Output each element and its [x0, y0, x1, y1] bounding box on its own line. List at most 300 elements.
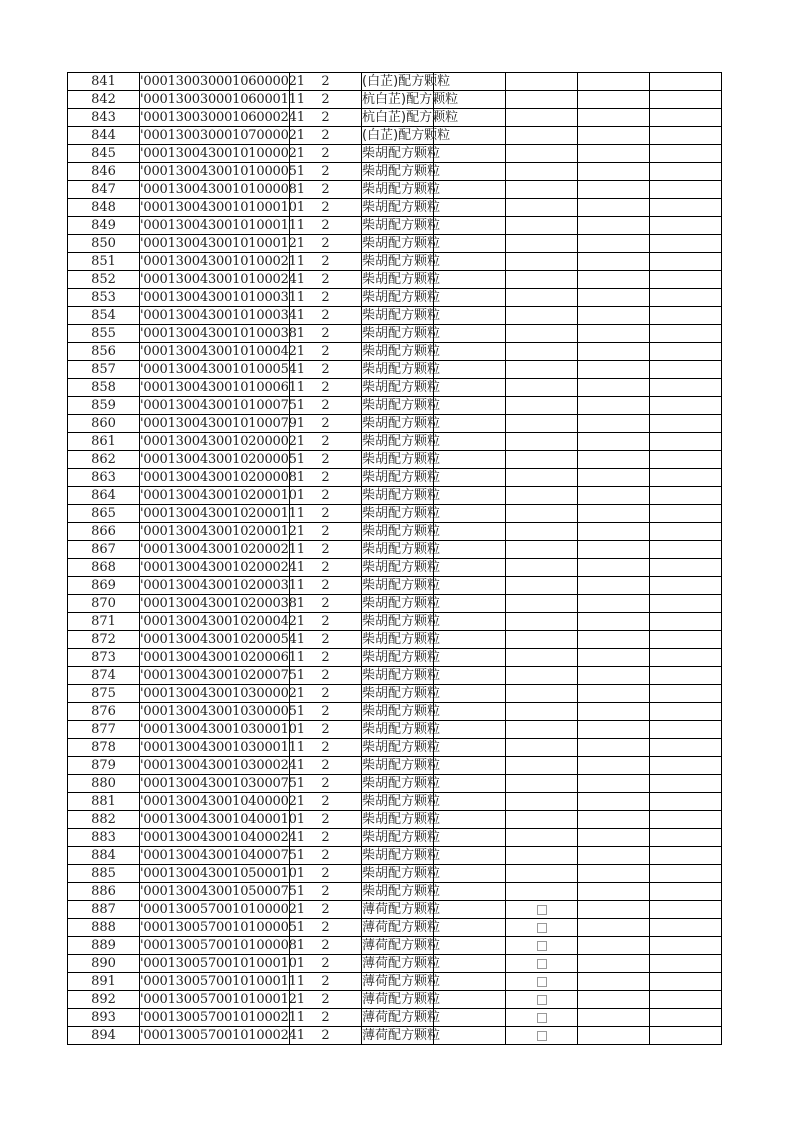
- checkbox-cell[interactable]: [506, 541, 578, 559]
- empty-cell[interactable]: [578, 397, 650, 415]
- row-number-cell[interactable]: [68, 181, 140, 199]
- row-number-cell[interactable]: [68, 289, 140, 307]
- name-cell[interactable]: [362, 793, 441, 811]
- empty-cell[interactable]: [434, 829, 506, 847]
- row-number-cell[interactable]: [68, 73, 140, 91]
- empty-cell[interactable]: [650, 361, 722, 379]
- name-cell[interactable]: [362, 1009, 441, 1027]
- empty-cell[interactable]: [578, 757, 650, 775]
- empty-cell[interactable]: [650, 811, 722, 829]
- row-number-cell[interactable]: [68, 217, 140, 235]
- empty-cell[interactable]: [578, 379, 650, 397]
- code-cell[interactable]: [140, 757, 305, 775]
- empty-cell[interactable]: [650, 73, 722, 91]
- checkbox-cell[interactable]: [506, 721, 578, 739]
- code-cell[interactable]: [140, 649, 305, 667]
- empty-cell[interactable]: [434, 721, 506, 739]
- empty-cell[interactable]: [650, 865, 722, 883]
- empty-cell[interactable]: [434, 307, 506, 325]
- row-number-cell[interactable]: [68, 847, 140, 865]
- checkbox-cell[interactable]: [506, 181, 578, 199]
- empty-cell[interactable]: [650, 523, 722, 541]
- empty-cell[interactable]: [650, 685, 722, 703]
- empty-cell[interactable]: [650, 325, 722, 343]
- name-cell[interactable]: [362, 757, 441, 775]
- row-number-cell[interactable]: [68, 955, 140, 973]
- code-cell[interactable]: [140, 109, 305, 127]
- empty-cell[interactable]: [650, 829, 722, 847]
- row-number-cell[interactable]: [68, 325, 140, 343]
- row-number-cell[interactable]: [68, 379, 140, 397]
- row-number-cell[interactable]: [68, 163, 140, 181]
- name-cell[interactable]: [362, 523, 441, 541]
- empty-cell[interactable]: [578, 793, 650, 811]
- empty-cell[interactable]: [650, 109, 722, 127]
- checkbox-cell[interactable]: [506, 595, 578, 613]
- empty-cell[interactable]: [578, 685, 650, 703]
- name-cell[interactable]: [362, 127, 451, 145]
- name-cell[interactable]: [362, 253, 441, 271]
- empty-cell[interactable]: [434, 361, 506, 379]
- empty-cell[interactable]: [650, 433, 722, 451]
- empty-cell[interactable]: [650, 721, 722, 739]
- empty-cell[interactable]: [434, 163, 506, 181]
- empty-cell[interactable]: [650, 847, 722, 865]
- name-cell[interactable]: [362, 559, 441, 577]
- empty-cell[interactable]: [434, 775, 506, 793]
- code-cell[interactable]: [140, 721, 305, 739]
- row-number-cell[interactable]: [68, 145, 140, 163]
- empty-cell[interactable]: [578, 145, 650, 163]
- checkbox-cell[interactable]: [506, 307, 578, 325]
- empty-cell[interactable]: [434, 667, 506, 685]
- code-cell[interactable]: [140, 1009, 305, 1027]
- name-cell[interactable]: [362, 289, 441, 307]
- empty-cell[interactable]: [578, 595, 650, 613]
- empty-cell[interactable]: [434, 1027, 506, 1045]
- checkbox-cell[interactable]: [506, 811, 578, 829]
- row-number-cell[interactable]: [68, 631, 140, 649]
- empty-cell[interactable]: [650, 217, 722, 235]
- empty-cell[interactable]: [578, 577, 650, 595]
- empty-cell[interactable]: [650, 991, 722, 1009]
- code-cell[interactable]: [140, 901, 305, 919]
- checkbox-cell[interactable]: [506, 559, 578, 577]
- row-number-cell[interactable]: [68, 883, 140, 901]
- code-cell[interactable]: [140, 541, 305, 559]
- empty-cell[interactable]: [578, 667, 650, 685]
- empty-cell[interactable]: [434, 379, 506, 397]
- row-number-cell[interactable]: [68, 793, 140, 811]
- empty-cell[interactable]: [434, 865, 506, 883]
- code-cell[interactable]: [140, 397, 305, 415]
- checkbox-cell[interactable]: [506, 397, 578, 415]
- code-cell[interactable]: [140, 919, 305, 937]
- empty-cell[interactable]: [650, 415, 722, 433]
- code-cell[interactable]: [140, 577, 305, 595]
- code-cell[interactable]: [140, 145, 305, 163]
- name-cell[interactable]: [362, 919, 441, 937]
- empty-cell[interactable]: [578, 181, 650, 199]
- empty-cell[interactable]: [578, 73, 650, 91]
- empty-cell[interactable]: [434, 919, 506, 937]
- row-number-cell[interactable]: [68, 811, 140, 829]
- checkbox-cell[interactable]: [506, 487, 578, 505]
- empty-cell[interactable]: [578, 1027, 650, 1045]
- checkbox-cell[interactable]: [506, 145, 578, 163]
- checkbox-icon[interactable]: [537, 995, 547, 1005]
- code-cell[interactable]: [140, 505, 305, 523]
- checkbox-icon[interactable]: [537, 941, 547, 951]
- empty-cell[interactable]: [650, 181, 722, 199]
- empty-cell[interactable]: [650, 343, 722, 361]
- row-number-cell[interactable]: [68, 433, 140, 451]
- empty-cell[interactable]: [578, 343, 650, 361]
- empty-cell[interactable]: [578, 505, 650, 523]
- checkbox-cell[interactable]: [506, 1009, 578, 1027]
- name-cell[interactable]: [362, 775, 441, 793]
- empty-cell[interactable]: [650, 487, 722, 505]
- checkbox-cell[interactable]: [506, 379, 578, 397]
- empty-cell[interactable]: [578, 847, 650, 865]
- checkbox-icon[interactable]: [537, 923, 547, 933]
- empty-cell[interactable]: [578, 199, 650, 217]
- name-cell[interactable]: [362, 991, 441, 1009]
- empty-cell[interactable]: [578, 523, 650, 541]
- checkbox-cell[interactable]: [506, 883, 578, 901]
- empty-cell[interactable]: [650, 1027, 722, 1045]
- empty-cell[interactable]: [434, 289, 506, 307]
- empty-cell[interactable]: [578, 541, 650, 559]
- row-number-cell[interactable]: [68, 919, 140, 937]
- row-number-cell[interactable]: [68, 199, 140, 217]
- empty-cell[interactable]: [578, 631, 650, 649]
- code-cell[interactable]: [140, 289, 305, 307]
- empty-cell[interactable]: [650, 883, 722, 901]
- name-cell[interactable]: [362, 217, 441, 235]
- checkbox-cell[interactable]: [506, 217, 578, 235]
- code-cell[interactable]: [140, 451, 305, 469]
- empty-cell[interactable]: [650, 451, 722, 469]
- checkbox-cell[interactable]: [506, 433, 578, 451]
- empty-cell[interactable]: [650, 667, 722, 685]
- checkbox-cell[interactable]: [506, 289, 578, 307]
- name-cell[interactable]: [362, 901, 441, 919]
- name-cell[interactable]: [362, 955, 441, 973]
- empty-cell[interactable]: [434, 955, 506, 973]
- checkbox-cell[interactable]: [506, 775, 578, 793]
- checkbox-cell[interactable]: [506, 613, 578, 631]
- row-number-cell[interactable]: [68, 1009, 140, 1027]
- row-number-cell[interactable]: [68, 271, 140, 289]
- empty-cell[interactable]: [434, 145, 506, 163]
- empty-cell[interactable]: [650, 793, 722, 811]
- empty-cell[interactable]: [578, 307, 650, 325]
- name-cell[interactable]: [362, 181, 441, 199]
- empty-cell[interactable]: [578, 451, 650, 469]
- checkbox-icon[interactable]: [537, 959, 547, 969]
- checkbox-cell[interactable]: [506, 109, 578, 127]
- checkbox-cell[interactable]: [506, 469, 578, 487]
- name-cell[interactable]: [362, 307, 441, 325]
- row-number-cell[interactable]: [68, 487, 140, 505]
- checkbox-cell[interactable]: [506, 271, 578, 289]
- empty-cell[interactable]: [434, 577, 506, 595]
- empty-cell[interactable]: [650, 775, 722, 793]
- name-cell[interactable]: [362, 397, 441, 415]
- empty-cell[interactable]: [578, 865, 650, 883]
- checkbox-cell[interactable]: [506, 901, 578, 919]
- code-cell[interactable]: [140, 181, 305, 199]
- name-cell[interactable]: [362, 415, 441, 433]
- empty-cell[interactable]: [434, 901, 506, 919]
- empty-cell[interactable]: [650, 541, 722, 559]
- name-cell[interactable]: [362, 649, 441, 667]
- name-cell[interactable]: [362, 379, 441, 397]
- code-cell[interactable]: [140, 523, 305, 541]
- row-number-cell[interactable]: [68, 109, 140, 127]
- empty-cell[interactable]: [650, 613, 722, 631]
- code-cell[interactable]: [140, 847, 305, 865]
- code-cell[interactable]: [140, 865, 305, 883]
- code-cell[interactable]: [140, 91, 305, 109]
- empty-cell[interactable]: [434, 235, 506, 253]
- row-number-cell[interactable]: [68, 397, 140, 415]
- code-cell[interactable]: [140, 217, 305, 235]
- row-number-cell[interactable]: [68, 775, 140, 793]
- checkbox-cell[interactable]: [506, 523, 578, 541]
- empty-cell[interactable]: [578, 487, 650, 505]
- code-cell[interactable]: [140, 775, 305, 793]
- code-cell[interactable]: [140, 487, 305, 505]
- row-number-cell[interactable]: [68, 235, 140, 253]
- empty-cell[interactable]: [650, 973, 722, 991]
- empty-cell[interactable]: [578, 433, 650, 451]
- row-number-cell[interactable]: [68, 685, 140, 703]
- row-number-cell[interactable]: [68, 577, 140, 595]
- empty-cell[interactable]: [650, 397, 722, 415]
- empty-cell[interactable]: [578, 235, 650, 253]
- empty-cell[interactable]: [578, 739, 650, 757]
- name-cell[interactable]: [362, 145, 441, 163]
- empty-cell[interactable]: [650, 469, 722, 487]
- name-cell[interactable]: [362, 667, 441, 685]
- name-cell[interactable]: [362, 91, 459, 109]
- checkbox-cell[interactable]: [506, 451, 578, 469]
- empty-cell[interactable]: [650, 145, 722, 163]
- checkbox-cell[interactable]: [506, 703, 578, 721]
- checkbox-cell[interactable]: [506, 757, 578, 775]
- name-cell[interactable]: [362, 631, 441, 649]
- empty-cell[interactable]: [578, 361, 650, 379]
- empty-cell[interactable]: [434, 559, 506, 577]
- row-number-cell[interactable]: [68, 757, 140, 775]
- empty-cell[interactable]: [578, 1009, 650, 1027]
- empty-cell[interactable]: [434, 991, 506, 1009]
- checkbox-icon[interactable]: [537, 905, 547, 915]
- empty-cell[interactable]: [650, 127, 722, 145]
- checkbox-cell[interactable]: [506, 91, 578, 109]
- empty-cell[interactable]: [650, 919, 722, 937]
- checkbox-cell[interactable]: [506, 739, 578, 757]
- name-cell[interactable]: [362, 811, 441, 829]
- empty-cell[interactable]: [650, 559, 722, 577]
- empty-cell[interactable]: [650, 271, 722, 289]
- empty-cell[interactable]: [434, 739, 506, 757]
- empty-cell[interactable]: [434, 523, 506, 541]
- checkbox-cell[interactable]: [506, 343, 578, 361]
- empty-cell[interactable]: [434, 883, 506, 901]
- checkbox-cell[interactable]: [506, 847, 578, 865]
- code-cell[interactable]: [140, 325, 305, 343]
- row-number-cell[interactable]: [68, 361, 140, 379]
- row-number-cell[interactable]: [68, 307, 140, 325]
- checkbox-cell[interactable]: [506, 577, 578, 595]
- empty-cell[interactable]: [434, 451, 506, 469]
- checkbox-cell[interactable]: [506, 235, 578, 253]
- empty-cell[interactable]: [434, 505, 506, 523]
- empty-cell[interactable]: [578, 703, 650, 721]
- code-cell[interactable]: [140, 739, 305, 757]
- row-number-cell[interactable]: [68, 127, 140, 145]
- row-number-cell[interactable]: [68, 253, 140, 271]
- name-cell[interactable]: [362, 739, 441, 757]
- row-number-cell[interactable]: [68, 937, 140, 955]
- row-number-cell[interactable]: [68, 343, 140, 361]
- empty-cell[interactable]: [434, 325, 506, 343]
- empty-cell[interactable]: [434, 397, 506, 415]
- code-cell[interactable]: [140, 703, 305, 721]
- code-cell[interactable]: [140, 613, 305, 631]
- code-cell[interactable]: [140, 271, 305, 289]
- code-cell[interactable]: [140, 415, 305, 433]
- empty-cell[interactable]: [578, 937, 650, 955]
- empty-cell[interactable]: [578, 649, 650, 667]
- checkbox-cell[interactable]: [506, 991, 578, 1009]
- name-cell[interactable]: [362, 109, 459, 127]
- empty-cell[interactable]: [434, 847, 506, 865]
- checkbox-cell[interactable]: [506, 865, 578, 883]
- empty-cell[interactable]: [434, 613, 506, 631]
- empty-cell[interactable]: [434, 487, 506, 505]
- code-cell[interactable]: [140, 811, 305, 829]
- empty-cell[interactable]: [650, 703, 722, 721]
- checkbox-cell[interactable]: [506, 325, 578, 343]
- code-cell[interactable]: [140, 127, 305, 145]
- row-number-cell[interactable]: [68, 973, 140, 991]
- empty-cell[interactable]: [578, 973, 650, 991]
- row-number-cell[interactable]: [68, 505, 140, 523]
- empty-cell[interactable]: [578, 91, 650, 109]
- empty-cell[interactable]: [434, 973, 506, 991]
- empty-cell[interactable]: [434, 937, 506, 955]
- empty-cell[interactable]: [434, 343, 506, 361]
- code-cell[interactable]: [140, 343, 305, 361]
- row-number-cell[interactable]: [68, 415, 140, 433]
- empty-cell[interactable]: [578, 163, 650, 181]
- name-cell[interactable]: [362, 541, 441, 559]
- checkbox-cell[interactable]: [506, 685, 578, 703]
- empty-cell[interactable]: [434, 757, 506, 775]
- empty-cell[interactable]: [578, 109, 650, 127]
- empty-cell[interactable]: [434, 415, 506, 433]
- name-cell[interactable]: [362, 847, 441, 865]
- empty-cell[interactable]: [434, 271, 506, 289]
- row-number-cell[interactable]: [68, 667, 140, 685]
- empty-cell[interactable]: [434, 253, 506, 271]
- row-number-cell[interactable]: [68, 523, 140, 541]
- code-cell[interactable]: [140, 595, 305, 613]
- code-cell[interactable]: [140, 685, 305, 703]
- row-number-cell[interactable]: [68, 541, 140, 559]
- name-cell[interactable]: [362, 325, 441, 343]
- empty-cell[interactable]: [578, 469, 650, 487]
- checkbox-cell[interactable]: [506, 253, 578, 271]
- code-cell[interactable]: [140, 163, 305, 181]
- name-cell[interactable]: [362, 199, 441, 217]
- checkbox-cell[interactable]: [506, 361, 578, 379]
- checkbox-cell[interactable]: [506, 73, 578, 91]
- checkbox-cell[interactable]: [506, 667, 578, 685]
- name-cell[interactable]: [362, 595, 441, 613]
- checkbox-cell[interactable]: [506, 829, 578, 847]
- code-cell[interactable]: [140, 937, 305, 955]
- empty-cell[interactable]: [578, 271, 650, 289]
- row-number-cell[interactable]: [68, 721, 140, 739]
- empty-cell[interactable]: [434, 703, 506, 721]
- code-cell[interactable]: [140, 199, 305, 217]
- empty-cell[interactable]: [578, 775, 650, 793]
- checkbox-cell[interactable]: [506, 919, 578, 937]
- empty-cell[interactable]: [578, 613, 650, 631]
- name-cell[interactable]: [362, 163, 441, 181]
- empty-cell[interactable]: [434, 631, 506, 649]
- empty-cell[interactable]: [650, 649, 722, 667]
- checkbox-cell[interactable]: [506, 937, 578, 955]
- empty-cell[interactable]: [434, 595, 506, 613]
- code-cell[interactable]: [140, 559, 305, 577]
- code-cell[interactable]: [140, 235, 305, 253]
- checkbox-cell[interactable]: [506, 631, 578, 649]
- checkbox-icon[interactable]: [537, 977, 547, 987]
- empty-cell[interactable]: [650, 199, 722, 217]
- row-number-cell[interactable]: [68, 91, 140, 109]
- code-cell[interactable]: [140, 307, 305, 325]
- row-number-cell[interactable]: [68, 739, 140, 757]
- row-number-cell[interactable]: [68, 829, 140, 847]
- name-cell[interactable]: [362, 721, 441, 739]
- empty-cell[interactable]: [650, 91, 722, 109]
- name-cell[interactable]: [362, 613, 441, 631]
- code-cell[interactable]: [140, 469, 305, 487]
- code-cell[interactable]: [140, 631, 305, 649]
- row-number-cell[interactable]: [68, 991, 140, 1009]
- name-cell[interactable]: [362, 361, 441, 379]
- row-number-cell[interactable]: [68, 1027, 140, 1045]
- empty-cell[interactable]: [578, 955, 650, 973]
- row-number-cell[interactable]: [68, 703, 140, 721]
- code-cell[interactable]: [140, 991, 305, 1009]
- empty-cell[interactable]: [434, 541, 506, 559]
- empty-cell[interactable]: [434, 649, 506, 667]
- empty-cell[interactable]: [578, 289, 650, 307]
- row-number-cell[interactable]: [68, 451, 140, 469]
- empty-cell[interactable]: [578, 919, 650, 937]
- checkbox-cell[interactable]: [506, 1027, 578, 1045]
- name-cell[interactable]: [362, 343, 441, 361]
- empty-cell[interactable]: [650, 937, 722, 955]
- name-cell[interactable]: [362, 433, 441, 451]
